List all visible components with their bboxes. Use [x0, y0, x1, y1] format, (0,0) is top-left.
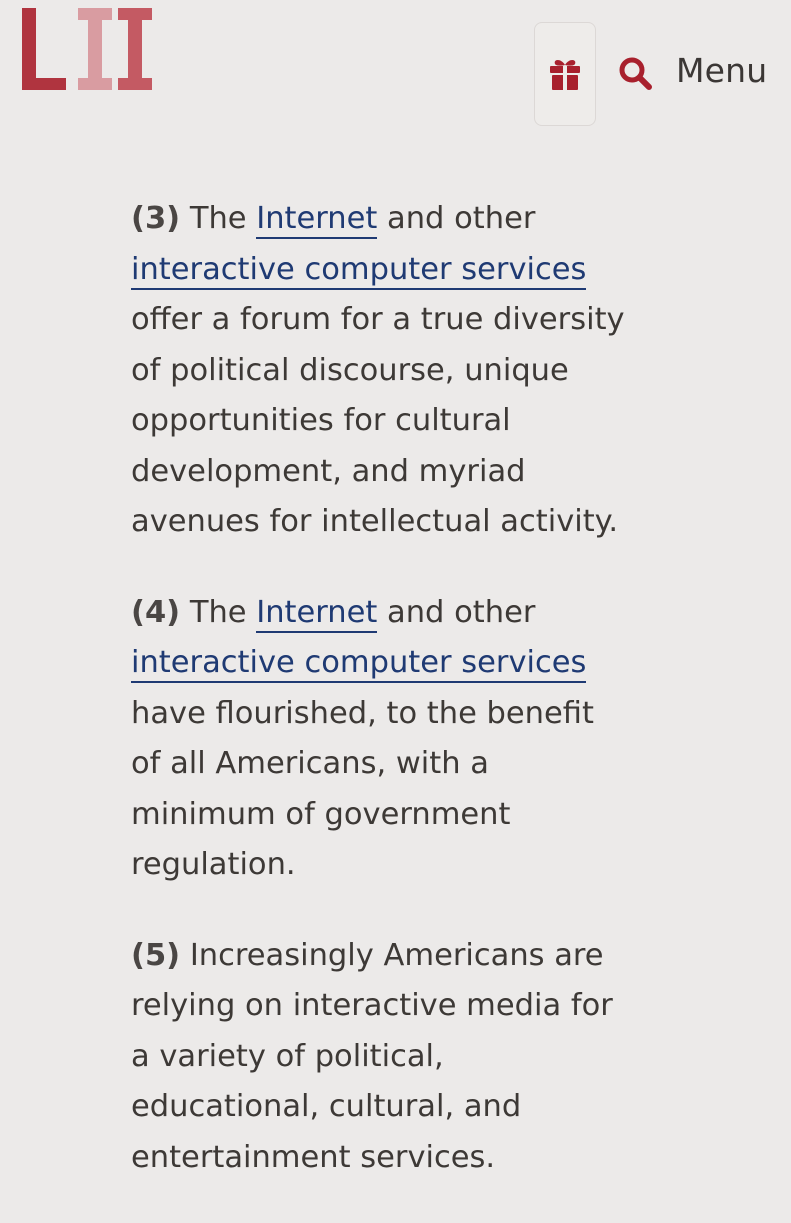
definition-link[interactable]: Internet [256, 201, 377, 239]
text-line: avenues for intellectual activity. [131, 504, 619, 539]
gift-icon [547, 56, 583, 92]
text-line: entertainment services. [131, 1139, 496, 1175]
text-line: development, and myriad [131, 453, 526, 489]
text-line: regulation. [131, 847, 296, 882]
paragraph-number: (4) [131, 594, 181, 630]
paragraph-number: (3) [131, 201, 181, 236]
text-line: a variety of political, [131, 1038, 444, 1074]
text-line [131, 638, 691, 689]
paragraph-3 [131, 194, 691, 548]
definition-link[interactable]: interactive computer services [131, 645, 586, 683]
text-line: offer a forum for a true diversity [131, 302, 625, 337]
menu-button[interactable]: Menu [676, 51, 768, 90]
definition-link[interactable]: Internet [256, 595, 377, 633]
text-line: (3) The Internet and other [131, 194, 691, 245]
text-line: opportunities for cultural [131, 403, 511, 438]
paragraph-4 [131, 588, 691, 891]
paragraph-number: (5) [131, 937, 181, 973]
text-line [131, 245, 691, 296]
definition-link[interactable]: interactive computer services [131, 252, 586, 290]
text-line: educational, cultural, and [131, 1089, 522, 1124]
paragraph-5 [131, 931, 691, 1184]
statute-text [131, 194, 691, 1223]
site-header [0, 0, 791, 140]
text-line: relying on interactive media for [131, 988, 613, 1023]
text-line: have flourished, to the benefit [131, 695, 594, 731]
search-icon [617, 55, 653, 91]
text-line: of political discourse, unique [131, 352, 569, 388]
search-button[interactable] [612, 50, 658, 96]
donate-gift-button[interactable] [534, 22, 596, 126]
text-line: (5) Increasingly Americans are [131, 937, 604, 973]
text-line: of all Americans, with a [131, 746, 489, 781]
text-line: minimum of government [131, 796, 511, 832]
text-line: (4) The Internet and other [131, 588, 691, 639]
lii-logo[interactable] [20, 6, 160, 96]
